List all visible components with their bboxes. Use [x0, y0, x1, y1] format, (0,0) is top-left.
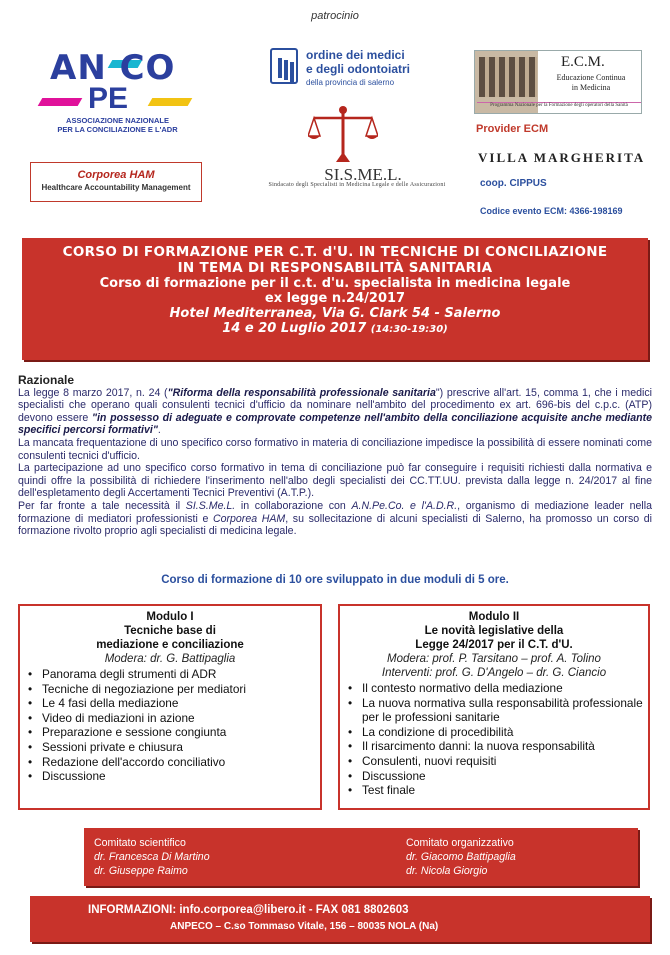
text-run: , su sollecitazione di alcuni specialisti di Salerno, ha promosso un corso di formazione rivolto proprio agli specialisti di medicina legale.: [18, 512, 652, 538]
organizing-committee: [406, 836, 516, 878]
list-item: • Il risarcimento danni: la nuova responsabilità: [348, 739, 648, 754]
anpeco-subtitle-line: ASSOCIAZIONE NAZIONALE: [66, 116, 169, 125]
scientific-committee: [94, 836, 210, 878]
title-line: Corso di formazione per il c.t. d'u. specialista in medicina legale: [99, 276, 571, 291]
logo-decoration: [38, 98, 83, 106]
list-item: • Il contesto normativo della mediazione: [348, 681, 648, 696]
ecm-subtitle: [543, 73, 639, 93]
address-info: ANPECO – C.so Tommaso Vitale, 156 – 80035 NOLA (Na): [170, 921, 439, 932]
ordine-line: ordine dei medici: [306, 48, 405, 62]
ordine-line: e degli odontoiatri: [306, 62, 410, 76]
module-title: Modulo II: [468, 611, 520, 623]
ecm-photo: [479, 57, 537, 97]
razionale-paragraph: La mancata frequentazione di uno specifico corso formativo in materia di conciliazione impedisce la possibilità di essere nominati come consulenti tecnici d'ufficio.: [18, 436, 652, 462]
modulo-2-box: [338, 604, 650, 810]
module-title: mediazione e conciliazione: [96, 639, 244, 651]
module-moderator: Modera: dr. G. Battipaglia: [104, 653, 236, 665]
ordine-line: della provincia di salerno: [306, 78, 395, 87]
list-item: • Test finale: [348, 783, 648, 798]
list-item: • Video di mediazioni in azione: [28, 711, 320, 726]
module-title: Legge 24/2017 per il C.T. d'U.: [415, 639, 573, 651]
logo-decoration: [148, 98, 193, 106]
anpeco-subtitle-line: PER LA CONCILIAZIONE E L'ADR: [57, 125, 178, 134]
course-duration-line: Corso di formazione di 10 ore sviluppato in due moduli di 5 ore.: [161, 574, 509, 586]
committee-title: Comitato organizzativo: [406, 837, 514, 849]
razionale-paragraph: [18, 387, 652, 437]
modulo-1-box: [18, 604, 322, 810]
list-item: • Le 4 fasi della mediazione: [28, 696, 320, 711]
villa-margherita-logo: VILLA MARGHERITA: [478, 150, 646, 165]
text-run: SI.S.Me.L.: [185, 499, 236, 512]
list-item: • Tecniche di negoziazione per mediatori: [28, 682, 320, 697]
text-run: A.N.Pe.Co. e l'A.D.R.: [351, 499, 458, 512]
committee-member: dr. Nicola Giorgio: [406, 865, 488, 877]
anpeco-logo-letters-2: PE: [88, 82, 129, 115]
title-line: CORSO DI FORMAZIONE PER C.T. d'U. IN TECNICHE DI CONCILIAZIONE: [62, 244, 608, 260]
module-title: Tecniche base di: [124, 625, 216, 637]
text-run: "Riforma della responsabilità professionale sanitaria: [167, 386, 436, 399]
patrocinio-label: patrocinio: [311, 10, 359, 22]
coop-label: coop. CIPPUS: [480, 178, 547, 189]
list-item: • La condizione di procedibilità: [348, 725, 648, 740]
razionale-paragraph: La partecipazione ad uno specifico corso formativo in tema di conciliazione può far conseguire i requisiti richiesti dalla normativa e quindi offre la possibilità di richiedere l'inserimento nell'albo degli specialisti dei CC.TT.UU. prevista dalla legge n. 24/2017 al fine dell'espletamento degli Accertamenti Tecnici Preventivi (A.T.P.).: [18, 462, 652, 500]
committee-title: Comitato scientifico: [94, 837, 186, 849]
text-run: ") prescrive all'art. 15, comma 1, che i medici specialisti che operano quali consulenti tecnici d'ufficio da nominare nell'ambito del procedimento ex art. 696-bis del c.p.c. (ATP) devono essere: [18, 386, 653, 424]
module-speakers: Interventi: prof. G. D'Angelo – dr. G. Ciancio: [381, 667, 607, 679]
text-run: in collaborazione con: [235, 499, 352, 512]
list-item: • Panorama degli strumenti di ADR: [28, 667, 320, 682]
ecm-footer: Programma Nazionale per la Formazione degli operatori della Sanità: [477, 102, 641, 108]
title-line: ex legge n.24/2017: [264, 291, 406, 306]
module-topics-list: [340, 681, 648, 798]
list-item: • Preparazione e sessione congiunta: [28, 725, 320, 740]
course-title-box: [22, 238, 648, 360]
dates: [22, 321, 648, 336]
sismel-name: SI.S.ME.L.: [324, 165, 402, 184]
anpeco-logo: [30, 48, 210, 140]
list-item: • Sessioni private e chiusura: [28, 740, 320, 755]
text-run: Corporea HAM: [212, 512, 286, 525]
ordine-emblem-icon: [270, 48, 298, 84]
list-item: • Discussione: [28, 769, 320, 784]
date-text: 14 e 20 Luglio 2017: [222, 321, 367, 336]
committees-box: [84, 828, 638, 886]
committee-member: dr. Francesca Di Martino: [94, 851, 210, 863]
list-item: • Consulenti, nuovi requisiti: [348, 754, 648, 769]
sismel-subtitle: Sindacato degli Specialisti in Medicina Legale e delle Assicurazioni: [268, 182, 446, 188]
anpeco-subtitle: [30, 116, 205, 134]
ordine-medici-logo: [270, 46, 460, 90]
list-item: • La nuova normativa sulla responsabilità professionale per le professioni sanitarie: [348, 696, 648, 725]
ecm-title: E.C.M.: [561, 54, 605, 70]
time-text: (14:30-19:30): [370, 324, 448, 335]
corporea-name: Corporea HAM: [77, 169, 155, 181]
razionale-heading: Razionale: [18, 373, 75, 387]
ecm-logo: [474, 50, 642, 114]
ecm-subtitle-line: Educazione Continua: [556, 73, 626, 82]
committee-member: dr. Giacomo Battipaglia: [406, 851, 516, 863]
list-item: • Redazione dell'accordo conciliativo: [28, 755, 320, 770]
module-topics-list: [20, 667, 320, 784]
text-run: "in possesso di adeguate e comprovate competenze nell'ambito della conciliazione acquisite anche mediante specifici percorsi formativi": [18, 411, 652, 437]
razionale-paragraph: [18, 500, 652, 538]
corporea-subtitle: Healthcare Accountability Management: [41, 183, 191, 192]
info-box: [30, 896, 650, 942]
sismel-scales-icon: [308, 104, 378, 164]
text-run: Per far fronte a tale necessità il: [18, 499, 186, 512]
razionale-section: [18, 374, 652, 538]
text-run: , organismo di mediazione leader nella formazione di mediatori professionisti e: [18, 499, 652, 525]
contact-info: INFORMAZIONI: info.corporea@libero.it - FAX 081 8802603: [88, 904, 409, 916]
anpeco-logo-letters-1: AN CO: [50, 48, 176, 88]
venue: Hotel Mediterranea, Via G. Clark 54 - Salerno: [169, 306, 501, 321]
provider-ecm-label: Provider ECM: [476, 123, 549, 135]
title-line: IN TEMA DI RESPONSABILITÀ SANITARIA: [177, 260, 493, 276]
corporea-ham-box: [30, 162, 202, 202]
committee-member: dr. Giuseppe Raimo: [94, 865, 188, 877]
text-run: .: [157, 424, 161, 437]
text-run: La legge 8 marzo 2017, n. 24 (: [18, 386, 168, 399]
module-title: Le novità legislative della: [424, 625, 564, 637]
module-moderator: Modera: prof. P. Tarsitano – prof. A. Tolino: [387, 653, 601, 665]
ecm-subtitle-line: in Medicina: [571, 83, 611, 92]
module-title: Modulo I: [146, 611, 194, 623]
codice-evento: Codice evento ECM: 4366-198169: [480, 206, 623, 216]
list-item: • Discussione: [348, 769, 648, 784]
